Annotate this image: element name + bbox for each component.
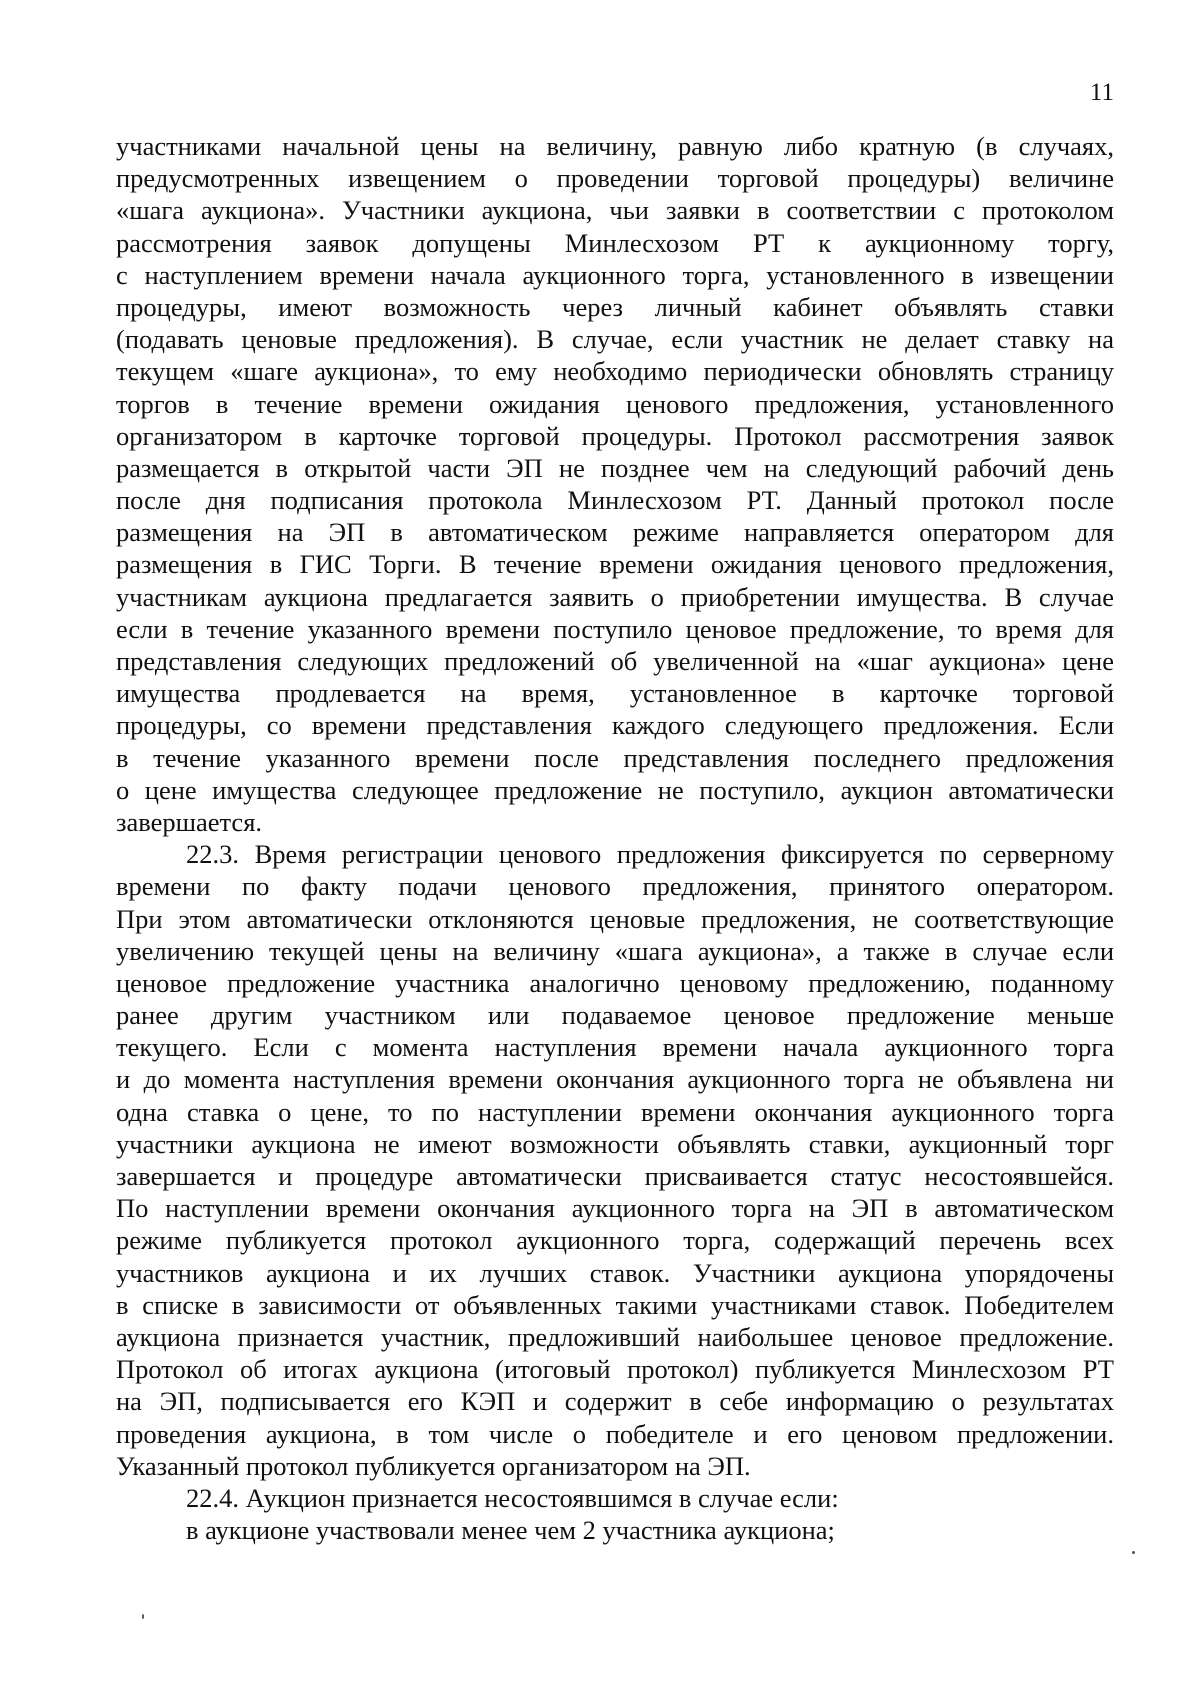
- text-line: после дня подписания протокола Минлесхозом РТ. Данный протокол после: [116, 485, 1114, 516]
- text-line: По наступлении времени окончания аукционного торга на ЭП в автоматическом: [116, 1193, 1114, 1224]
- text-line: с наступлением времени начала аукционного торга, установленного в извещении: [116, 259, 1114, 290]
- text-line: размещения в ГИС Торги. В течение времени ожидания ценового предложения,: [116, 549, 1114, 580]
- text-line: размещается в открытой части ЭП не позднее чем на следующий рабочий день: [116, 452, 1114, 483]
- paragraph-end-line: Указанный протокол публикуется организатором на ЭП.: [116, 1450, 751, 1481]
- text-line: аукциона признается участник, предложивший наибольшее ценовое предложение.: [116, 1321, 1114, 1352]
- text-line: имущества продлевается на время, установленное в карточке торговой: [116, 678, 1114, 709]
- paragraph-end-line: завершается.: [116, 806, 263, 837]
- text-line: размещения на ЭП в автоматическом режиме направляется оператором для: [116, 517, 1114, 548]
- text-line: предусмотренных извещением о проведении торговой процедуры) величине: [116, 163, 1114, 194]
- text-line: в течение указанного времени после представления последнего предложения: [116, 742, 1114, 773]
- text-line: процедуры, имеют возможность через личный кабинет объявлять ставки: [116, 291, 1114, 322]
- text-line: текущем «шаге аукциона», то ему необходимо периодически обновлять страницу: [116, 356, 1114, 387]
- text-line: участниками начальной цены на величину, равную либо кратную (в случаях,: [116, 131, 1114, 161]
- text-line: ранее другим участником или подаваемое ценовое предложение меньше: [116, 1000, 1114, 1031]
- text-line: в списке в зависимости от объявленных такими участниками ставок. Победителем: [116, 1289, 1114, 1320]
- document-body: [116, 130, 1114, 1546]
- text-line: завершается и процедуре автоматически присваивается статус несостоявшейся.: [116, 1161, 1114, 1191]
- text-line: на ЭП, подписывается его КЭП и содержит в себе информацию о результатах: [116, 1386, 1114, 1417]
- text-line: процедуры, со времени представления каждого следующего предложения. Если: [116, 710, 1114, 741]
- text-line: При этом автоматически отклоняются ценовые предложения, не соответствующие: [116, 903, 1114, 934]
- text-line: Протокол об итогах аукциона (итоговый протокол) публикуется Минлесхозом РТ: [116, 1354, 1114, 1385]
- text-line: участникам аукциона предлагается заявить о приобретении имущества. В случае: [116, 581, 1114, 612]
- text-line: организатором в карточке торговой процедуры. Протокол рассмотрения заявок: [116, 420, 1114, 451]
- text-line: времени по факту подачи ценового предложения, принятого оператором.: [116, 871, 1114, 902]
- text-line: торгов в течение времени ожидания ценового предложения, установленного: [116, 388, 1114, 419]
- page-number: 11: [1089, 79, 1114, 106]
- clause-22-4-condition-line: в аукционе участвовали менее чем 2 участника аукциона;: [186, 1515, 835, 1546]
- scan-speck: [142, 1614, 144, 1619]
- clause-22-4-first-line: 22.4. Аукцион признается несостоявшимся в случае если:: [186, 1482, 839, 1513]
- text-line: участников аукциона и их лучших ставок. Участники аукциона упорядочены: [116, 1257, 1114, 1288]
- text-line: (подавать ценовые предложения). В случае, если участник не делает ставку на: [116, 324, 1114, 355]
- text-line: если в течение указанного времени поступило ценовое предложение, то время для: [116, 613, 1114, 644]
- text-line: представления следующих предложений об увеличенной на «шаг аукциона» цене: [116, 646, 1114, 676]
- text-line: участники аукциона не имеют возможности объявлять ставки, аукционный торг: [116, 1128, 1114, 1159]
- scan-speck: [1132, 1551, 1135, 1554]
- text-line: одна ставка о цене, то по наступлении времени окончания аукционного торга: [116, 1096, 1114, 1127]
- text-line: проведения аукциона, в том числе о победителе и его ценовом предложении.: [116, 1418, 1114, 1449]
- text-line: «шага аукциона». Участники аукциона, чьи заявки в соответствии с протоколом: [116, 195, 1114, 226]
- text-line: режиме публикуется протокол аукционного торга, содержащий перечень всех: [116, 1225, 1114, 1256]
- clause-22-3-first-line: 22.3. Время регистрации ценового предложения фиксируется по серверному: [186, 839, 1114, 870]
- text-line: увеличению текущей цены на величину «шага аукциона», а также в случае если: [116, 935, 1114, 966]
- text-line: и до момента наступления времени окончания аукционного торга не объявлена ни: [116, 1064, 1114, 1095]
- text-line: рассмотрения заявок допущены Минлесхозом РТ к аукционному торгу,: [116, 227, 1114, 258]
- text-line: о цене имущества следующее предложение не поступило, аукцион автоматически: [116, 774, 1114, 805]
- text-line: ценовое предложение участника аналогично ценовому предложению, поданному: [116, 967, 1114, 998]
- text-line: текущего. Если с момента наступления времени начала аукционного торга: [116, 1032, 1114, 1063]
